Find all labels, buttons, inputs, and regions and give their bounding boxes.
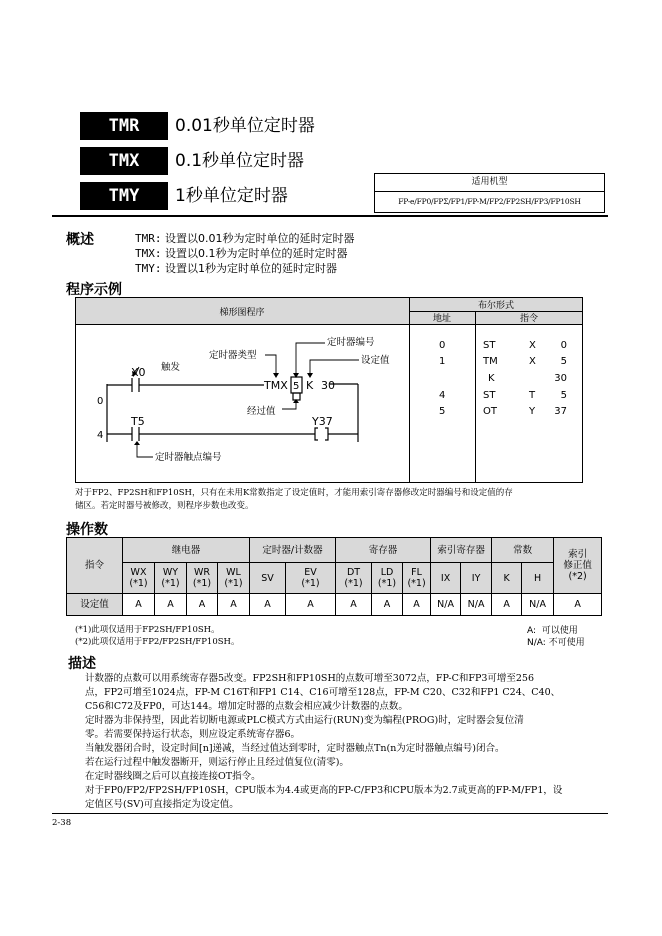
operand-footnote-1: (*1)此项仅适用于FP2SH/FP10SH。 xyxy=(75,625,220,635)
value-cell: N/A xyxy=(431,594,461,616)
col-note: (*1) xyxy=(129,578,148,589)
col-ld xyxy=(372,563,403,594)
col-note: (*1) xyxy=(161,578,180,589)
applicable-models-box xyxy=(374,173,605,213)
description-line: 零。若需要保持运行状态，则应设定系统寄存器6。 xyxy=(85,729,301,740)
description-line: 当触发器闭合时，设定时间[n]递减，当经过值达到零时，定时器触点Tn(n为定时器触点编号)闭合。 xyxy=(85,743,505,754)
value-cell: A xyxy=(492,594,522,616)
y37-label: Y37 xyxy=(312,415,333,428)
col-name: DT xyxy=(346,567,361,578)
group-index-modifier xyxy=(554,538,602,594)
program-note-line-2: 储区。若定时器号被修改，则程序步数也改变。 xyxy=(75,501,254,511)
value-cell: A xyxy=(123,594,155,616)
value-cell: A xyxy=(336,594,372,616)
bool-arg2: 5 xyxy=(560,356,567,367)
group-timer-counter xyxy=(250,538,336,563)
value-cell: A xyxy=(286,594,336,616)
group-label: 定时器/计数器 xyxy=(262,544,323,556)
t5-label: T5 xyxy=(131,415,145,428)
overview-code: TMX: xyxy=(135,247,162,260)
timer-number-text: 5 xyxy=(293,381,300,392)
legend-available: A: 可以使用 xyxy=(527,626,578,636)
instruction-title-tmx: 0.1秒单位定时器 xyxy=(175,151,305,171)
overview-line-3 xyxy=(135,260,337,276)
page-number: 2-38 xyxy=(52,818,72,828)
addr-header: 地址 xyxy=(432,314,452,324)
col-name: WX xyxy=(130,567,147,578)
bool-addr: 5 xyxy=(439,406,446,417)
value-cell: N/A xyxy=(461,594,492,616)
group-constant xyxy=(492,538,554,563)
col-dt xyxy=(336,563,372,594)
col-ix xyxy=(431,563,461,594)
instruction-tag-tmx: TMX xyxy=(80,147,168,175)
instruction-tag-tmy: TMY xyxy=(80,182,168,210)
group-label: 索引寄存器 xyxy=(437,544,485,556)
value-cell: A xyxy=(554,594,602,616)
bool-arg2: 0 xyxy=(560,340,567,351)
ladder-header: 梯形图程序 xyxy=(219,308,265,318)
value-cell: A xyxy=(372,594,403,616)
group-label: 继电器 xyxy=(171,544,201,556)
description-line: 定时器为非保持型，因此若切断电源或PLC模式方式由运行(RUN)变为编程(PROG)时，定时器会复位清 xyxy=(85,715,524,726)
bool-arg2: 30 xyxy=(554,373,567,384)
description-heading: 描述 xyxy=(68,656,96,672)
col-sv xyxy=(250,563,286,594)
col-fl xyxy=(403,563,431,594)
operands-heading: 操作数 xyxy=(66,522,108,538)
bool-arg2: 5 xyxy=(560,390,567,401)
timer-type-text: TMX xyxy=(264,379,288,392)
col-iy xyxy=(461,563,492,594)
overview-line-2 xyxy=(135,245,348,261)
bool-addr: 4 xyxy=(439,390,446,401)
description-line: 若在运行过程中触发器断开，则运行停止且经过值复位(清零)。 xyxy=(85,757,349,768)
trigger-label: 触发 xyxy=(161,362,181,373)
bool-header: 布尔形式 xyxy=(477,301,515,311)
col-note: (*1) xyxy=(377,578,397,589)
program-heading: 程序示例 xyxy=(66,282,122,298)
col-name: WL xyxy=(226,567,241,578)
index-mod-line: 修正值 xyxy=(563,560,592,571)
overview-code: TMR: xyxy=(135,232,162,245)
x0-label: X0 xyxy=(131,366,146,379)
col-name: IX xyxy=(440,572,451,584)
description-line: 定值区号(SV)可直接指定为设定值。 xyxy=(85,799,239,810)
bool-arg1: X xyxy=(529,340,536,351)
overview-text: 设置以0.1秒为定时单位的延时定时器 xyxy=(165,247,348,260)
overview-text: 设置以1秒为定时单位的延时定时器 xyxy=(165,262,337,275)
description-line: 点，FP2可增至1024点，FP-M C16T和FP1 C14、C16可增至128点，FP-M C20、C32和FP1 C24、C40、 xyxy=(85,687,561,698)
col-ev xyxy=(286,563,336,594)
value-cell: A xyxy=(218,594,250,616)
instruction-title-tmr: 0.01秒单位定时器 xyxy=(175,116,315,136)
col-wr xyxy=(187,563,218,594)
set-value-label: 设定值 xyxy=(361,355,390,366)
program-example-figure xyxy=(75,297,583,483)
timer-contact-label: 定时器触点编号 xyxy=(155,452,222,463)
col-note: (*1) xyxy=(192,578,212,589)
description-line: 计数器的点数可以用系统寄存器5改变。FP2SH和FP10SH的点数可增至3072点，FP-C和FP3可增至256 xyxy=(85,673,535,684)
col-k xyxy=(492,563,522,594)
overview-text: 设置以0.01秒为定时单位的延时定时器 xyxy=(165,232,355,245)
bool-op: OT xyxy=(483,406,497,417)
col-wy xyxy=(155,563,187,594)
col-name: H xyxy=(534,572,542,584)
set-label: 设定值 xyxy=(80,599,109,610)
footer-rule xyxy=(52,813,608,814)
operands-table xyxy=(66,537,602,616)
col-name: K xyxy=(503,572,510,584)
header-rule xyxy=(52,215,608,217)
bool-arg1: Y xyxy=(529,406,536,417)
group-index-register xyxy=(431,538,492,563)
value-cell: N/A xyxy=(522,594,554,616)
overview-heading: 概述 xyxy=(66,232,94,248)
instruction-tag-tmr: TMR xyxy=(80,112,168,140)
description-line: C56和C72及FP0，可达144。增加定时器的点数会相应减少计数器的点数。 xyxy=(85,701,408,712)
legend-not-available: N/A: 不可使用 xyxy=(527,638,585,648)
value-cell: A xyxy=(403,594,431,616)
col-name: WY xyxy=(162,567,179,578)
col-note: (*1) xyxy=(344,578,363,589)
col-h xyxy=(522,563,554,594)
index-mod-line: (*2) xyxy=(568,571,587,582)
bool-arg2: 37 xyxy=(554,406,567,417)
col-wx xyxy=(123,563,155,594)
col-name: EV xyxy=(304,567,317,578)
overview-line-1 xyxy=(135,230,355,246)
rung-address-4: 4 xyxy=(97,430,104,441)
set-value-row-label xyxy=(67,594,123,616)
bool-arg1: X xyxy=(529,356,536,367)
instr-header: 指令 xyxy=(519,314,539,324)
col-wl xyxy=(218,563,250,594)
const-value-text: 30 xyxy=(321,379,335,392)
models-value: FP-e/FP0/FPΣ/FP1/FP-M/FP2/FP2SH/FP3/FP10SH xyxy=(398,197,581,206)
col-name: FL xyxy=(411,567,422,578)
bool-op: ST xyxy=(483,340,496,351)
instruction-title-tmy: 1秒单位定时器 xyxy=(175,186,288,206)
group-label: 寄存器 xyxy=(368,544,398,556)
bool-arg1: T xyxy=(529,390,536,401)
operand-footnote-2: (*2)此项仅适用于FP2/FP2SH/FP10SH。 xyxy=(75,637,240,647)
instr-label: 指令 xyxy=(84,560,104,571)
index-mod-line: 索引 xyxy=(568,549,588,560)
elapsed-value-label: 经过值 xyxy=(247,406,276,417)
instr-label-cell xyxy=(67,538,123,594)
models-label: 适用机型 xyxy=(375,174,604,192)
program-note-line-1: 对于FP2、FP2SH和FP10SH，只有在未用K常数指定了设定值时，才能用索引寄存器修改定时器编号和设定值的存 xyxy=(75,488,513,498)
col-name: WR xyxy=(194,567,210,578)
value-cell: A xyxy=(155,594,187,616)
col-note: (*1) xyxy=(224,578,243,589)
bool-op: K xyxy=(488,373,495,384)
bool-addr: 0 xyxy=(439,340,446,351)
value-cell: A xyxy=(250,594,286,616)
col-name: SV xyxy=(261,572,274,584)
description-line: 在定时器线圈之后可以直接连接OT指令。 xyxy=(85,771,261,782)
col-note: (*1) xyxy=(407,578,426,589)
description-line: 对于FP0/FP2/FP2SH/FP10SH，CPU版本为4.4或更高的FP-C/FP3和CPU版本为2.7或更高的FP-M/FP1，设 xyxy=(85,785,563,796)
const-k-text: K xyxy=(306,379,314,392)
group-label: 常数 xyxy=(513,544,533,556)
col-name: LD xyxy=(380,567,394,578)
group-register xyxy=(336,538,431,563)
overview-code: TMY: xyxy=(135,262,162,275)
rung-address-0: 0 xyxy=(97,396,104,407)
group-relay xyxy=(123,538,250,563)
bool-op: ST xyxy=(483,390,496,401)
value-cell: A xyxy=(187,594,218,616)
timer-number-label: 定时器编号 xyxy=(327,337,375,348)
bool-addr: 1 xyxy=(439,356,446,367)
col-name: IY xyxy=(471,572,481,584)
col-note: (*1) xyxy=(301,578,320,589)
bool-op: TM xyxy=(483,356,498,367)
timer-type-label: 定时器类型 xyxy=(209,350,257,361)
